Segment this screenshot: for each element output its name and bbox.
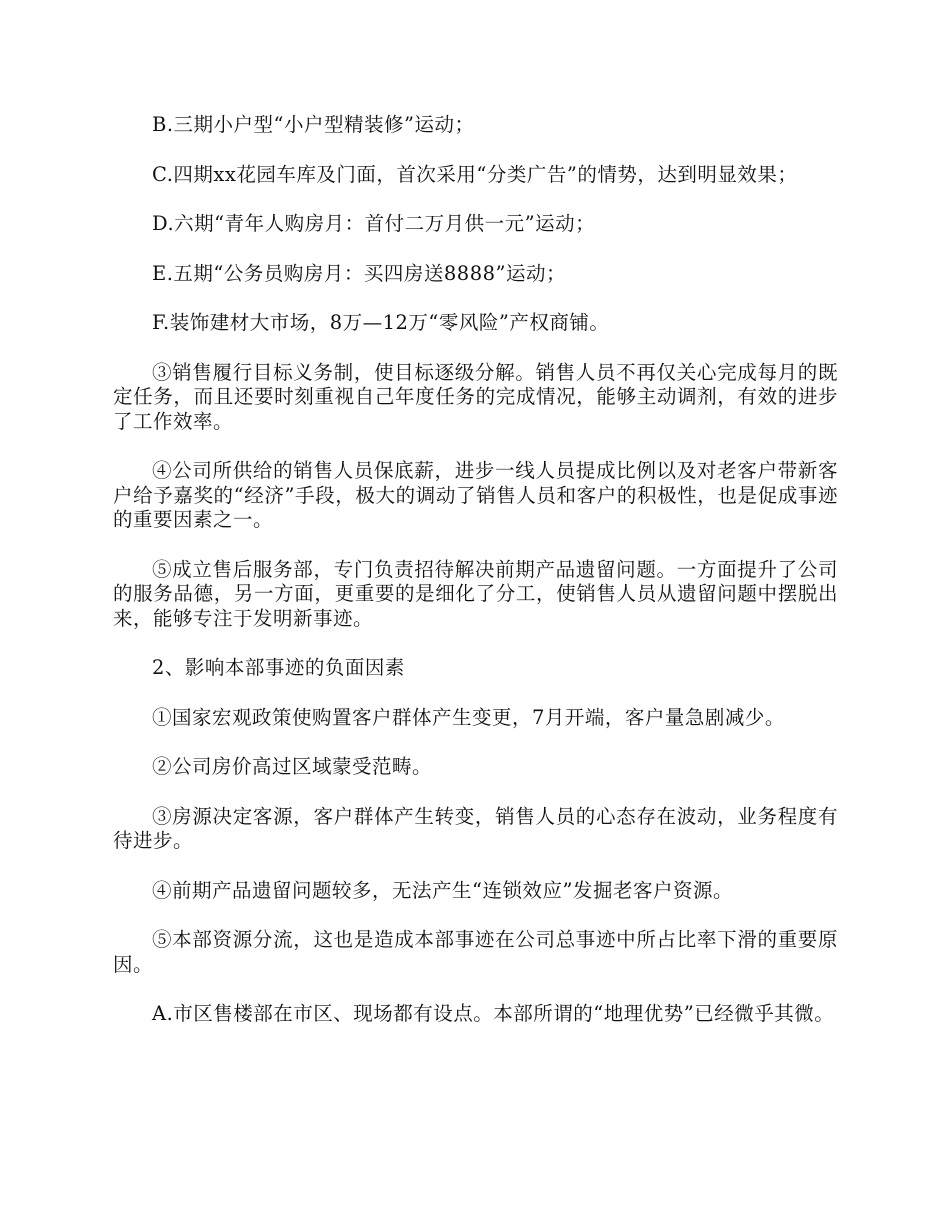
paragraph-base-salary: ④公司所供给的销售人员保底薪，进步一线人员提成比例以及对老客户带新客户给予嘉奖的“经济”手段，极大的调动了销售人员和客户的积极性，也是促成事迹的重要因素之一。	[113, 459, 838, 531]
paragraph-phase6-campaign: D.六期“青年人购房月：首付二万月供一元”运动；	[152, 212, 596, 235]
paragraph-phase4-garage: C.四期xx花园车库及门面，首次采用“分类广告”的情势，达到明显效果；	[152, 162, 798, 186]
paragraph-house-price: ②公司房价高过区域蒙受范畴。	[152, 755, 433, 778]
paragraph-phase3-campaign: B.三期小户型“小户型精装修”运动；	[152, 113, 475, 136]
paragraph-target-responsibility: ③销售履行目标义务制，使目标逐级分解。销售人员不再仅关心完成每月的既定任务，而且还要时刻重视自己年度任务的完成情况，能够主动调剂，有效的进步了工作效率。	[113, 360, 838, 433]
paragraph-phase5-campaign: E.五期“公务员购房月：买四房送8888”运动；	[152, 261, 566, 285]
paragraph-macro-policy: ①国家宏观政策使购置客户群体产生变更，7月开端，客户量急剧减少。	[152, 705, 785, 729]
document-body	[113, 113, 838, 1052]
section-heading-negative-factors: 2、影响本部事迹的负面因素	[152, 656, 405, 679]
paragraph-building-materials-market: F.装饰建材大市场，8万—12万“零风险”产权商铺。	[152, 311, 610, 334]
paragraph-legacy-issues: ④前期产品遗留问题较多，无法产生“连锁效应”发掘老客户资源。	[152, 878, 733, 902]
paragraph-housing-source: ③房源决定客源，客户群体产生转变，销售人员的心态存在波动，业务程度有待进步。	[113, 804, 838, 852]
paragraph-resource-diversion: ⑤本部资源分流，这也是造成本部事迹在公司总事迹中所占比率下滑的重要原因。	[113, 928, 838, 976]
paragraph-downtown-sales-office: A.市区售楼部在市区、现场都有设点。本部所谓的“地理优势”已经微乎其微。	[152, 1002, 835, 1025]
paragraph-after-sales-dept: ⑤成立售后服务部，专门负责招待解决前期产品遗留问题。一方面提升了公司的服务品德，另一方面，更重要的是细化了分工，使销售人员从遗留问题中摆脱出来，能够专注于发明新事迹。	[113, 557, 838, 630]
